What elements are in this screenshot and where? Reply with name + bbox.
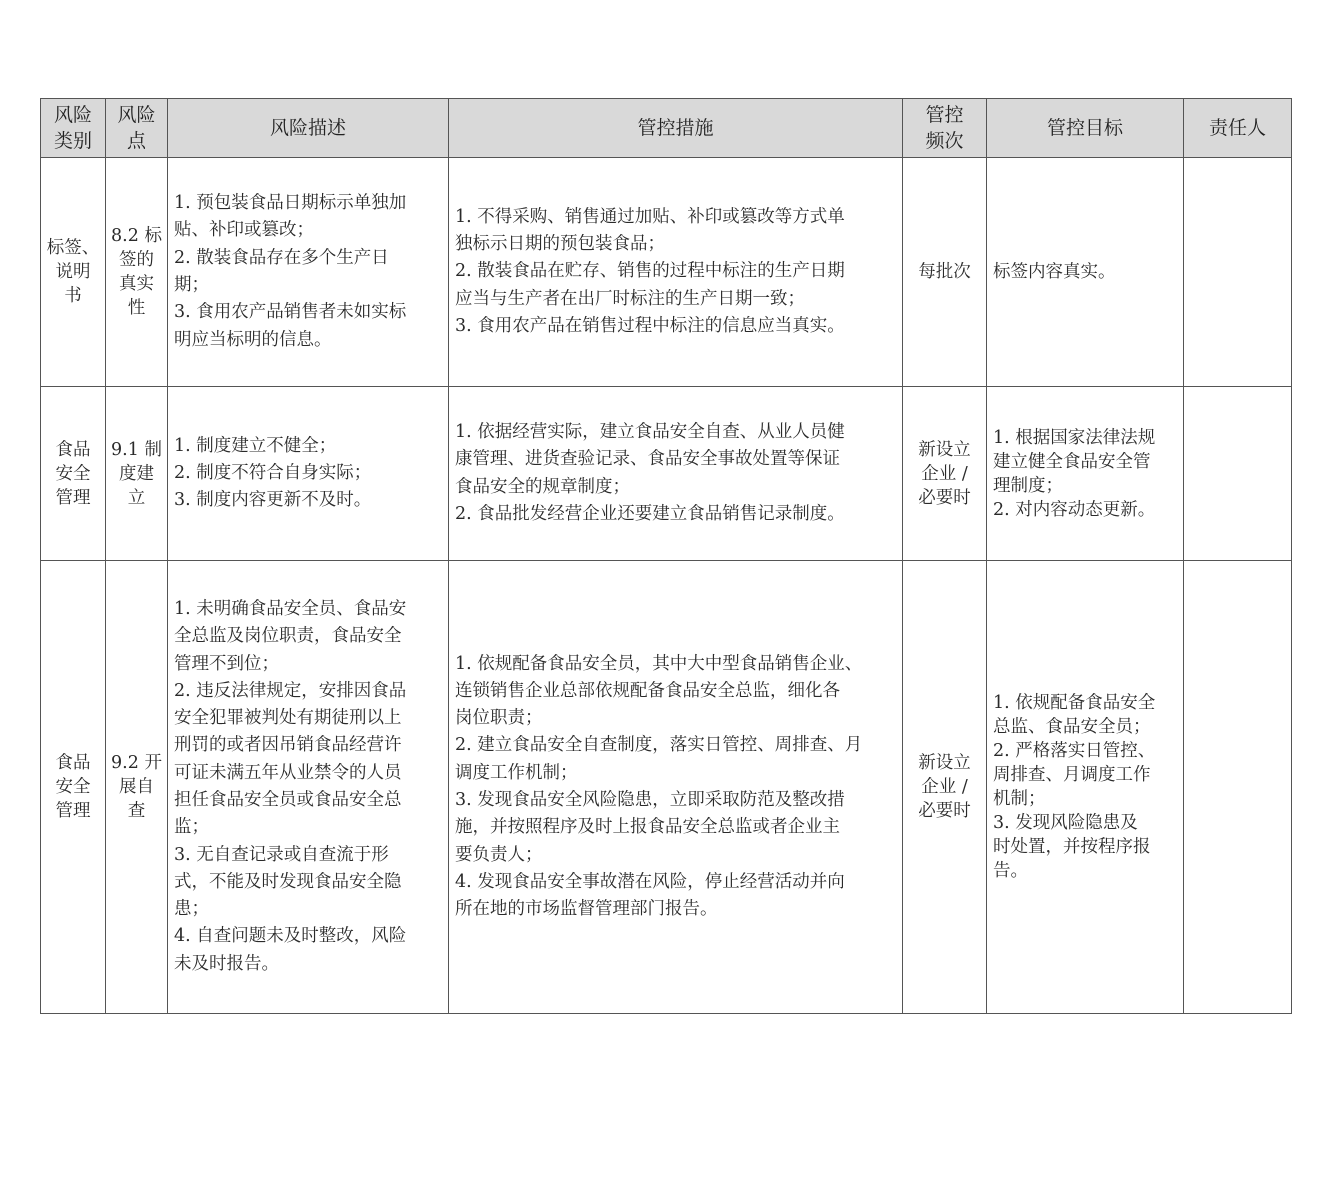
risk-category-cell: 标签、 说明 书 [41,158,106,387]
control-measures-cell: 1. 不得采购、销售通过加贴、补印或篡改等方式单 独标示日期的预包装食品； 2. 散装食品在贮存、销售的过程中标注的生产日期 应当与生产者在出厂时标注的生产日期一致； 3. 食用农产品在销售过程中标注的信息应当真实。 [449,158,903,387]
header-owner: 责任人 [1184,99,1292,158]
control-goal-cell: 1. 依规配备食品安全 总监、食品安全员； 2. 严格落实日管控、 周排查、月调度工作 机制； 3. 发现风险隐患及 时处置，并按程序报 告。 [987,561,1184,1014]
control-frequency-cell: 每批次 [903,158,987,387]
control-measures-cell: 1. 依规配备食品安全员，其中大中型食品销售企业、 连锁销售企业总部依规配备食品安全总监，细化各 岗位职责； 2. 建立食品安全自查制度，落实日管控、周排查、月 调度工作机制； 3. 发现食品安全风险隐患，立即采取防范及整改措 施，并按照程序及时上报食品安全总监或者企业主 要负责人； 4. 发现食品安全事故潜在风险，停止经营活动并向 所在地的市场监督管理部门报告。 [449,561,903,1014]
table-row [41,561,1292,1014]
risk-point-cell: 8.2 标 签的 真实 性 [106,158,168,387]
header-category: 风险 类别 [41,99,106,158]
header-goal: 管控目标 [987,99,1184,158]
risk-point-cell: 9.2 开 展自 查 [106,561,168,1014]
table-row [41,387,1292,561]
control-measures-cell: 1. 依据经营实际，建立食品安全自查、从业人员健 康管理、进货查验记录、食品安全事故处置等保证 食品安全的规章制度； 2. 食品批发经营企业还要建立食品销售记录制度。 [449,387,903,561]
risk-control-table [40,98,1292,1014]
header-measures: 管控措施 [449,99,903,158]
header-frequency: 管控 频次 [903,99,987,158]
control-frequency-cell: 新设立 企业 / 必要时 [903,387,987,561]
risk-description-cell: 1. 未明确食品安全员、食品安 全总监及岗位职责，食品安全 管理不到位； 2. 违反法律规定，安排因食品 安全犯罪被判处有期徒刑以上 刑罚的或者因吊销食品经营许 可证未满五年从业禁令的人员 担任食品安全员或食品安全总 监； 3. 无自查记录或自查流于形 式，不能及时发现食品安全隐 患； 4. 自查问题未及时整改，风险 未及时报告。 [168,561,449,1014]
table-header-row [41,99,1292,158]
risk-point-cell: 9.1 制 度建 立 [106,387,168,561]
risk-description-cell: 1. 制度建立不健全； 2. 制度不符合自身实际； 3. 制度内容更新不及时。 [168,387,449,561]
owner-cell [1184,561,1292,1014]
risk-description-cell: 1. 预包装食品日期标示单独加 贴、补印或篡改； 2. 散装食品存在多个生产日 期； 3. 食用农产品销售者未如实标 明应当标明的信息。 [168,158,449,387]
owner-cell [1184,158,1292,387]
table-row [41,158,1292,387]
control-goal-cell: 1. 根据国家法律法规 建立健全食品安全管 理制度； 2. 对内容动态更新。 [987,387,1184,561]
risk-category-cell: 食品 安全 管理 [41,561,106,1014]
control-goal-cell: 标签内容真实。 [987,158,1184,387]
header-description: 风险描述 [168,99,449,158]
owner-cell [1184,387,1292,561]
header-point: 风险 点 [106,99,168,158]
risk-category-cell: 食品 安全 管理 [41,387,106,561]
control-frequency-cell: 新设立 企业 / 必要时 [903,561,987,1014]
